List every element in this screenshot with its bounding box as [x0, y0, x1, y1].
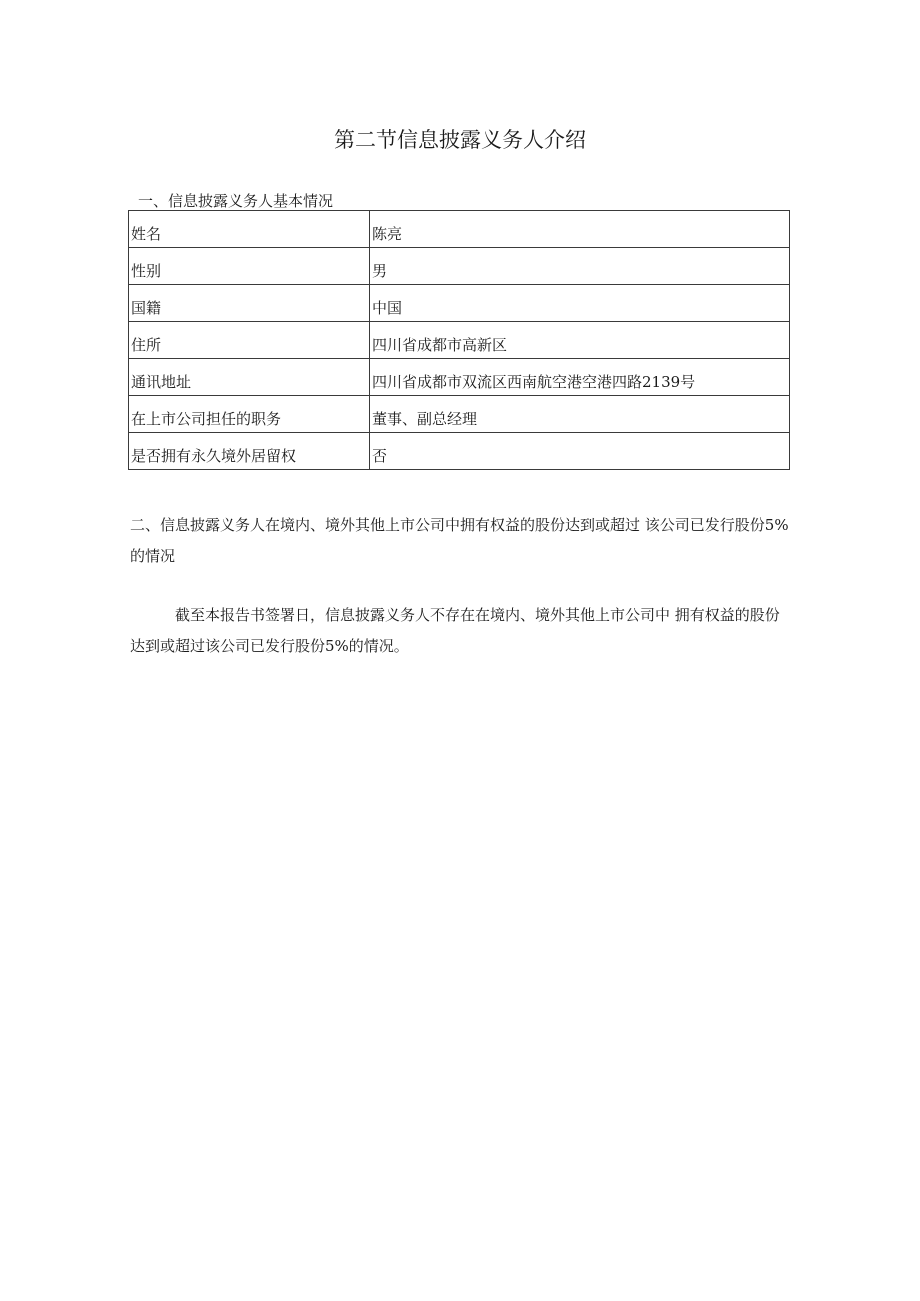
row-value-mailing-address: 四川省成都市双流区西南航空港空港四路2139号 — [370, 359, 790, 396]
row-label-gender: 性别 — [129, 248, 370, 285]
table-row — [129, 211, 790, 248]
table-row — [129, 396, 790, 433]
body-paragraph: 截至本报告书签署日，信息披露义务人不存在在境内、境外其他上市公司中 拥有权益的股份达到或超过该公司已发行股份5%的情况。 — [130, 606, 780, 655]
row-value-name: 陈亮 — [370, 211, 790, 248]
row-value-position: 董事、副总经理 — [370, 396, 790, 433]
section-heading-other-holdings: 二、信息披露义务人在境内、境外其他上市公司中拥有权益的股份达到或超过 该公司已发行股份5%的情况 — [130, 516, 789, 565]
page-title: 第二节信息披露义务人介绍 — [334, 128, 586, 152]
row-label-position: 在上市公司担任的职务 — [129, 396, 370, 433]
row-label-nationality: 国籍 — [129, 285, 370, 322]
row-value-residency: 否 — [370, 433, 790, 470]
table-row — [129, 322, 790, 359]
row-label-residency: 是否拥有永久境外居留权 — [129, 433, 370, 470]
row-label-mailing-address: 通讯地址 — [129, 359, 370, 396]
section-heading-basic-info: 一、信息披露义务人基本情况 — [138, 192, 334, 210]
row-label-residence: 住所 — [129, 322, 370, 359]
row-label-name: 姓名 — [129, 211, 370, 248]
row-value-nationality: 中国 — [370, 285, 790, 322]
table-row — [129, 359, 790, 396]
table-row — [129, 433, 790, 470]
row-value-gender: 男 — [370, 248, 790, 285]
basic-info-table — [128, 210, 790, 470]
table-row — [129, 285, 790, 322]
row-value-residence: 四川省成都市高新区 — [370, 322, 790, 359]
table-row — [129, 248, 790, 285]
